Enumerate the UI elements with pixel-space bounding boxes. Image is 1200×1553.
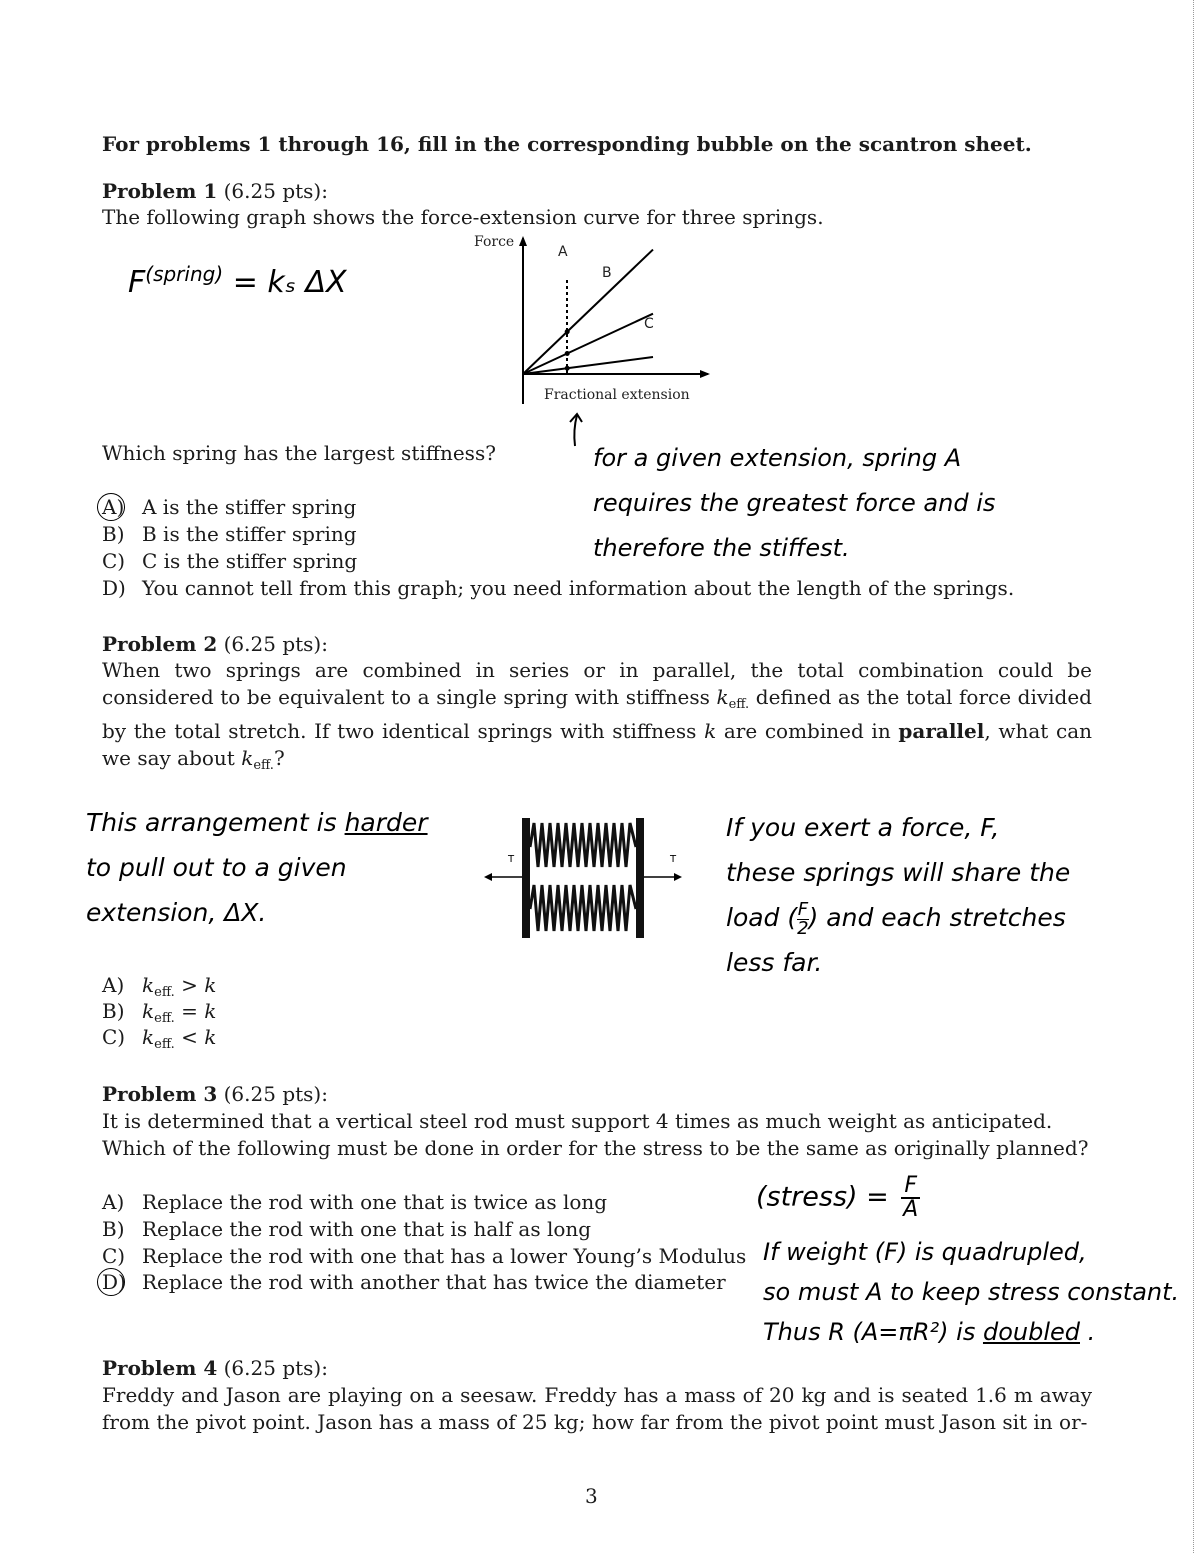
- hand-arrow-up: [565, 410, 595, 450]
- p2-text-5: ?: [273, 746, 285, 770]
- chart-xlabel: Fractional extension: [544, 387, 690, 403]
- p2-left-harder: harder: [344, 808, 428, 837]
- problem1-question: Which spring has the largest stiffness?: [102, 441, 496, 465]
- p1-opt-a-text: A is the stiffer spring: [142, 495, 357, 519]
- hand-stress-formula: [756, 1175, 920, 1221]
- problem4-points: (6.25 pts):: [223, 1356, 328, 1380]
- p2-opt-b-letter: B): [102, 999, 125, 1023]
- p2-keff-sub-2: eff.: [253, 758, 274, 773]
- p2-opt-b-rel: = k: [181, 999, 217, 1023]
- p2-frac-den: 2: [797, 917, 809, 939]
- p2-keff-2: k: [241, 746, 254, 770]
- p2-opt-a-k: k: [142, 973, 155, 997]
- problem4-title: [102, 1355, 328, 1382]
- p2-opt-c-rel: < k: [181, 1025, 217, 1049]
- problem2-text: [102, 657, 1092, 779]
- p2-keff-sub: eff.: [728, 697, 750, 712]
- p2-opt-a-rel: > k: [181, 973, 217, 997]
- p1-opt-a-letter: A): [102, 495, 125, 519]
- parallel-springs-figure: [478, 815, 688, 940]
- problem1-title: [102, 178, 328, 205]
- hand-note-p3: [763, 1232, 1179, 1352]
- chart-lines: [523, 250, 653, 374]
- p2-left-line3: extension, ΔX.: [86, 898, 267, 927]
- y-arrow: [519, 236, 527, 246]
- stress-label: (stress) =: [756, 1181, 889, 1213]
- formula-rest: = kₛ ΔX: [232, 265, 347, 300]
- fig-label-left: T: [508, 854, 515, 865]
- p2-text-3: are combined in: [716, 719, 899, 743]
- p2-opt-a-sub: eff.: [154, 985, 175, 1000]
- p3-opt-d-letter: D): [102, 1270, 126, 1294]
- label-c: C: [644, 316, 654, 332]
- x-arrow: [700, 370, 710, 378]
- p2-k: k: [704, 719, 717, 743]
- p3-opt-c-letter: C): [102, 1244, 126, 1268]
- p3-opt-d-text: Replace the rod with another that has twice the diameter: [142, 1270, 726, 1294]
- p2-opt-c-text: [142, 1025, 216, 1052]
- problem2-title: [102, 631, 328, 658]
- p2-right-line4: less far.: [726, 948, 823, 977]
- p2-opt-a-letter: A): [102, 973, 125, 997]
- problem1-points: (6.25 pts):: [223, 179, 328, 203]
- p2-frac-num: F: [797, 898, 809, 920]
- formula-sup: (spring): [145, 262, 224, 286]
- hand-note-p1-line2: requires the greatest force and is: [593, 489, 996, 517]
- p3-note-line2: so must A to keep stress constant.: [763, 1278, 1180, 1306]
- p2-right-line1: If you exert a force, F,: [726, 813, 1000, 842]
- p3-note-line3: Thus R (A=πR²) is doubled .: [763, 1318, 1096, 1346]
- problem3-text: It is determined that a vertical steel rod must support 4 times as much weight as anticipated. Which of the following must be done in order for the stress to be the same as originally planned?: [102, 1109, 1089, 1160]
- p2-text-2: defined as the total force divided by the total stretch. If two identical springs with stiffness: [102, 685, 1092, 743]
- p3-opt-b-letter: B): [102, 1217, 125, 1241]
- p2-right-each: and each stretches: [826, 903, 1066, 932]
- series-line-a: [523, 250, 653, 374]
- hand-note-p2-right: [726, 805, 1070, 985]
- p1-opt-d-letter: D): [102, 576, 126, 600]
- stress-f: F: [901, 1175, 920, 1199]
- p3-note-doubled: doubled: [982, 1318, 1080, 1346]
- problem4-heading: Problem 4: [102, 1356, 218, 1380]
- p2-left-line2: to pull out to a given: [86, 853, 347, 882]
- p1-opt-b-text: B is the stiffer spring: [142, 522, 357, 546]
- p3-opt-a-text: Replace the rod with one that is twice as long: [142, 1190, 608, 1214]
- p2-opt-c-letter: C): [102, 1025, 126, 1049]
- formula-f: F: [128, 265, 146, 300]
- scan-edge: [1193, 0, 1196, 1553]
- hand-note-p1-line1: for a given extension, spring A: [593, 444, 962, 472]
- p2-parallel: parallel: [898, 719, 985, 743]
- p2-text-1: When two springs are combined in series or in parallel, the total combination could be considered to be equivalent to a single spring with stiffness: [102, 658, 1092, 709]
- p2-left-line1a: This arrangement is: [86, 808, 337, 837]
- problem1-text: The following graph shows the force-extension curve for three springs.: [102, 205, 824, 229]
- p2-opt-c-k: k: [142, 1025, 155, 1049]
- p3-opt-b-text: Replace the rod with one that is half as long: [142, 1217, 592, 1241]
- problem2-points: (6.25 pts):: [223, 632, 328, 656]
- problem2-heading: Problem 2: [102, 632, 218, 656]
- problem3-title: [102, 1081, 328, 1108]
- p3-opt-a-letter: A): [102, 1190, 125, 1214]
- hand-note-p2-left: [86, 800, 428, 935]
- problem1-heading: Problem 1: [102, 179, 218, 203]
- p3-note-line1: If weight (F) is quadrupled,: [763, 1238, 1087, 1266]
- p1-opt-d-text: You cannot tell from this graph; you need information about the length of the springs.: [142, 576, 1015, 600]
- problem4-text: Freddy and Jason are playing on a seesaw. Freddy has a mass of 20 kg and is seated 1.6 m away from the pivot point. Jason has a mass of 25 kg; how far from the pivot point must Jason sit in or-: [102, 1383, 1092, 1434]
- p3-note-thus: Thus R (A=πR²) is: [763, 1318, 976, 1346]
- p2-right-line3: load ( $\frac{F}{2}$ ) and each stretches: [726, 898, 1066, 939]
- p2-text-4: , what can we say about: [102, 719, 1092, 770]
- stress-a: A: [903, 1197, 919, 1222]
- problem3-points: (6.25 pts):: [223, 1082, 328, 1106]
- p2-keff: k: [716, 685, 729, 709]
- p3-opt-c-text: Replace the rod with one that has a lower Young’s Modulus: [142, 1244, 747, 1268]
- chart-ylabel: Force: [474, 234, 515, 250]
- p2-opt-a-text: [142, 973, 216, 1000]
- label-b: B: [602, 265, 612, 281]
- hand-note-p1: [593, 436, 995, 571]
- p1-opt-b-letter: B): [102, 522, 125, 546]
- hand-spring-formula: [128, 262, 347, 300]
- p2-opt-b-k: k: [142, 999, 155, 1023]
- p2-left-line1: [86, 800, 428, 845]
- p2-right-load: load: [726, 903, 780, 932]
- p2-opt-b-text: [142, 999, 216, 1026]
- hand-note-p1-line3: therefore the stiffest.: [593, 534, 850, 562]
- force-extension-chart: [470, 228, 720, 413]
- p2-opt-b-sub: eff.: [154, 1011, 175, 1026]
- page-number: 3: [585, 1484, 598, 1508]
- label-a: A: [558, 244, 568, 260]
- fig-label-right: T: [670, 854, 677, 865]
- p1-opt-c-letter: C): [102, 549, 126, 573]
- p1-opt-c-text: C is the stiffer spring: [142, 549, 358, 573]
- p2-right-line2: these springs will share the: [726, 858, 1071, 887]
- p2-opt-c-sub: eff.: [154, 1037, 175, 1052]
- problem3-heading: Problem 3: [102, 1082, 218, 1106]
- instructions: For problems 1 through 16, fill in the corresponding bubble on the scantron sheet.: [102, 132, 1032, 156]
